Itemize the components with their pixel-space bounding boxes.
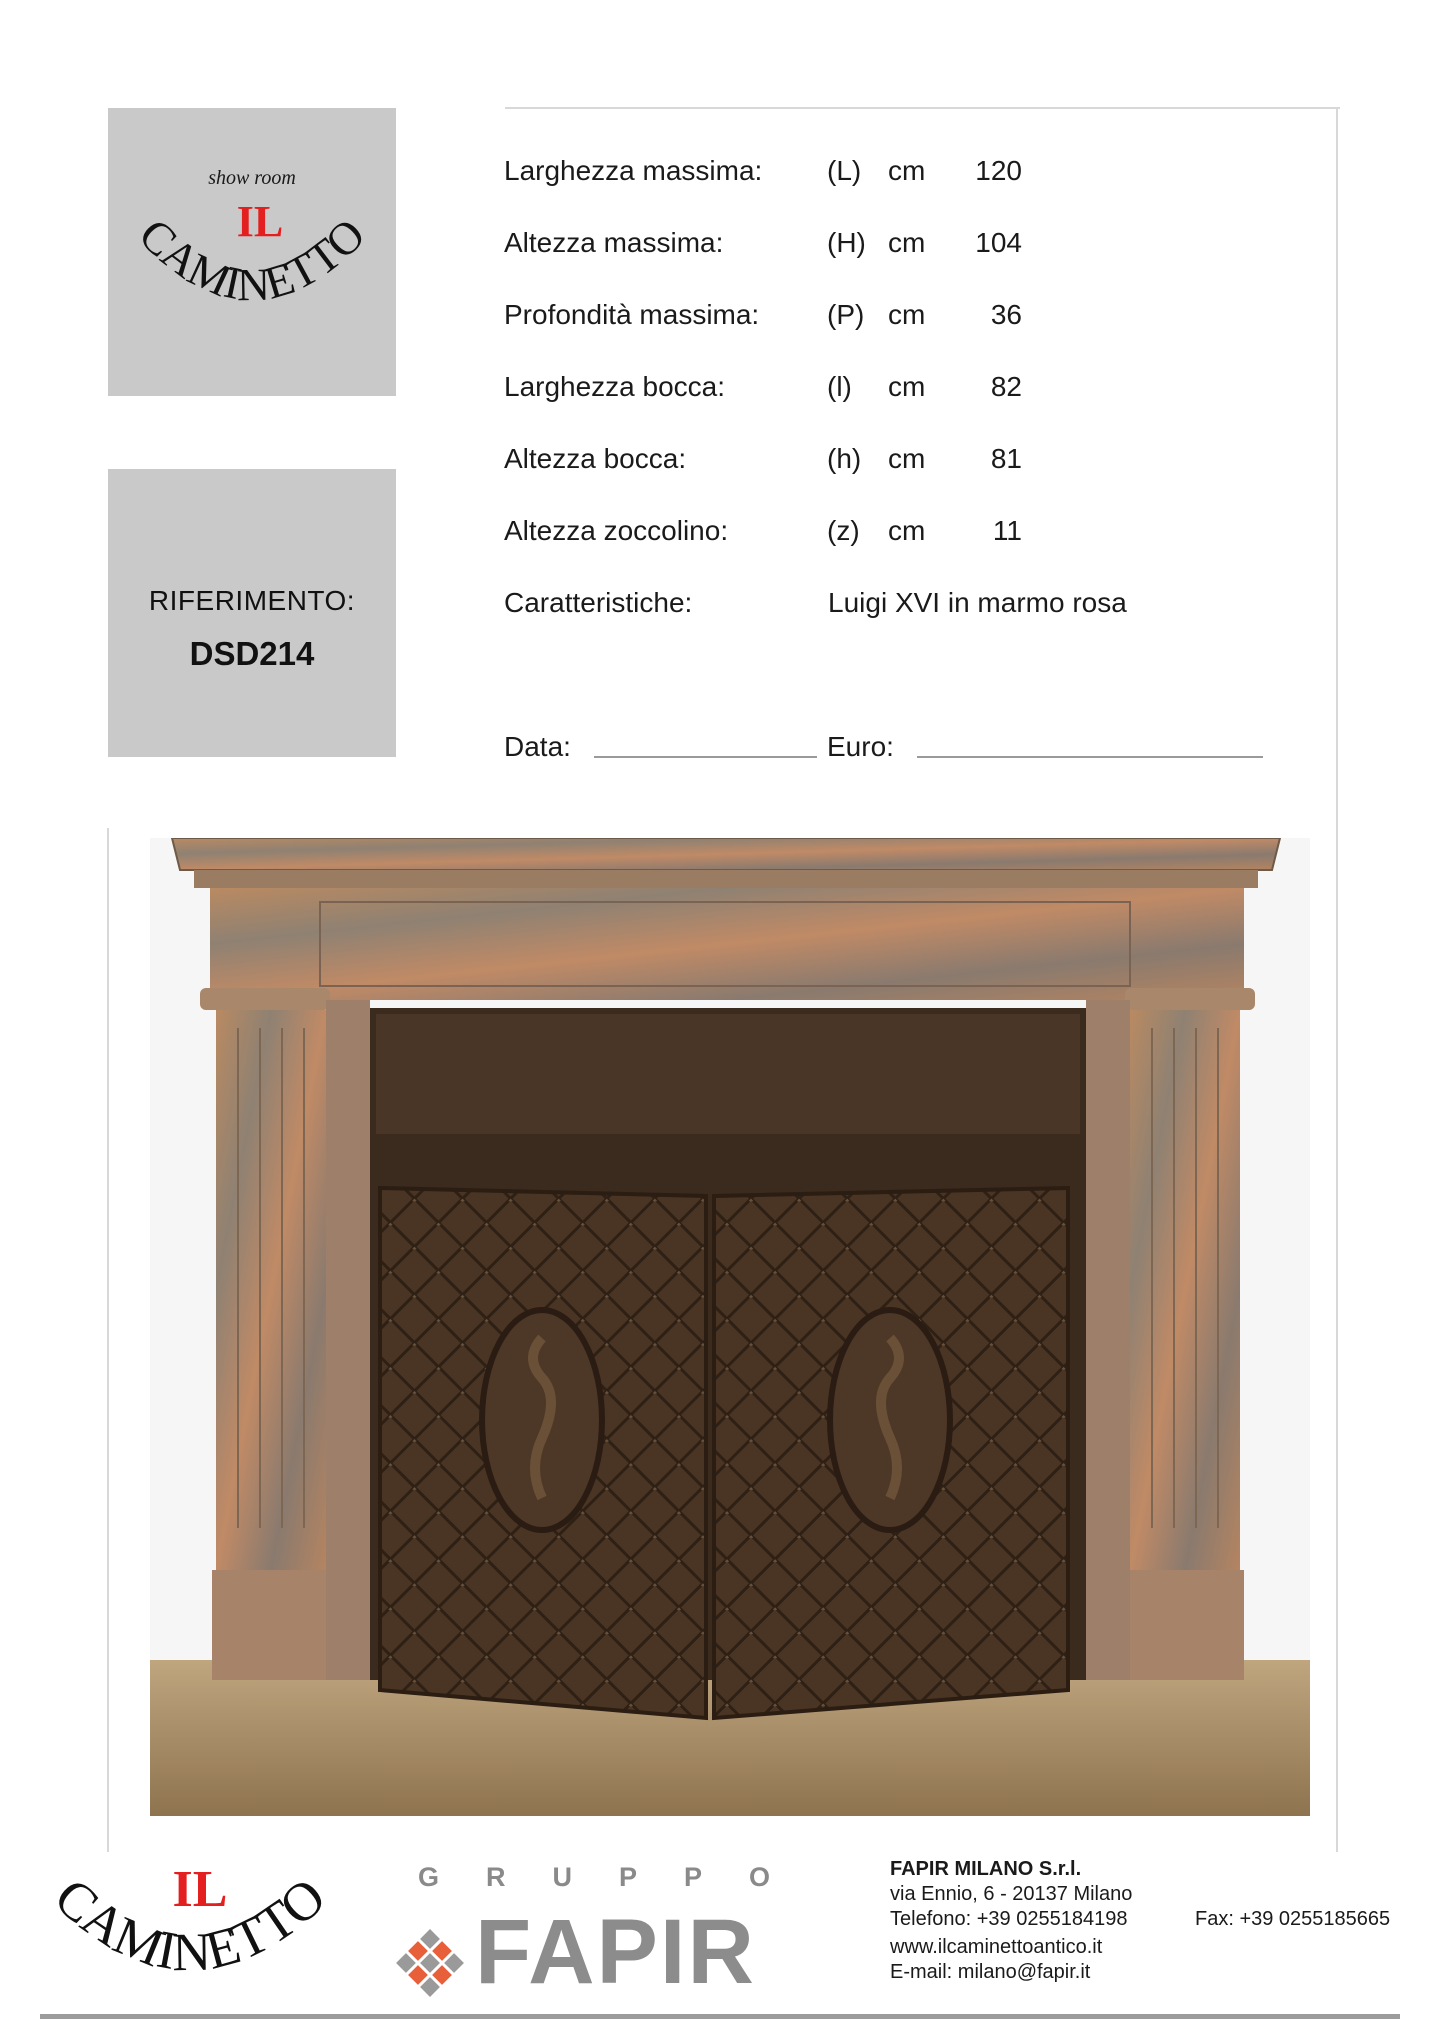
- spec-unit: cm: [888, 515, 926, 546]
- fapir-diamond-icon: [385, 1918, 475, 2008]
- right-inner-jamb: [1086, 1000, 1130, 1680]
- company-address: via Ennio, 6 - 20137 Milano: [890, 1883, 1133, 1905]
- logo-il-text: IL: [236, 197, 284, 246]
- date-label: Data:: [504, 731, 571, 762]
- company-phone: Telefono: +39 0255184198: [890, 1908, 1128, 1930]
- left-inner-jamb: [326, 1000, 370, 1680]
- spec-unit: cm: [888, 371, 926, 402]
- spec-code: (L): [827, 155, 862, 186]
- euro-field-line[interactable]: [917, 756, 1263, 758]
- company-fax: Fax: +39 0255185665: [1195, 1908, 1391, 1930]
- spec-unit: cm: [888, 299, 926, 330]
- right-plinth: [1126, 1570, 1244, 1680]
- spec-code: (P): [827, 299, 865, 330]
- spec-label: Profondità massima:: [504, 299, 760, 330]
- frame-top-rule: [505, 107, 1340, 109]
- left-plinth: [212, 1570, 330, 1680]
- show-room-text: show room: [208, 167, 296, 189]
- fireback: [376, 1014, 1080, 1134]
- spec-label: Larghezza massima:: [504, 155, 763, 186]
- left-pilaster: [216, 1010, 326, 1570]
- spec-unit: cm: [888, 155, 926, 186]
- euro-label: Euro:: [827, 731, 894, 762]
- right-capital: [1125, 988, 1255, 1010]
- mantel-molding: [194, 870, 1258, 888]
- spec-code: (l): [827, 371, 852, 402]
- bottom-rule: [40, 2014, 1400, 2019]
- frieze: [210, 888, 1244, 1000]
- spec-unit: cm: [888, 443, 926, 474]
- features-label: Caratteristiche:: [504, 587, 693, 618]
- right-pilaster: [1130, 1010, 1240, 1570]
- company-name: FAPIR MILANO S.r.l.: [890, 1858, 1082, 1880]
- left-capital: [200, 988, 330, 1010]
- reference-code: DSD214: [189, 635, 315, 672]
- spec-value: 36: [990, 299, 1022, 330]
- spec-unit: cm: [888, 227, 926, 258]
- company-email[interactable]: E-mail: milano@fapir.it: [890, 1961, 1091, 1983]
- spec-code: (H): [827, 227, 866, 258]
- spec-value: 120: [975, 155, 1022, 186]
- frame-left-rule: [107, 828, 109, 1852]
- footer-logo-il-text: IL: [172, 1861, 228, 1918]
- spec-value: 82: [990, 371, 1022, 402]
- reference-label: RIFERIMENTO:: [148, 585, 356, 616]
- frame-right-rule: [1336, 107, 1338, 1852]
- date-field-line[interactable]: [594, 756, 817, 758]
- spec-value: 11: [992, 515, 1022, 546]
- features-value: Luigi XVI in marmo rosa: [828, 587, 1127, 618]
- showroom-logo-box: [108, 108, 396, 396]
- spec-value: 81: [990, 443, 1022, 474]
- fireplace-photo: [150, 838, 1310, 1816]
- logo-caminetto-text: CAMINETTO: [129, 208, 375, 311]
- company-website[interactable]: www.ilcaminettoantico.it: [890, 1936, 1103, 1958]
- spec-label: Altezza massima:: [504, 227, 724, 258]
- gruppo-text: GRUPPO: [418, 1862, 818, 1892]
- spec-label: Altezza bocca:: [504, 443, 687, 474]
- spec-value: 104: [975, 227, 1022, 258]
- spec-label: Altezza zoccolino:: [504, 515, 729, 546]
- fapir-wordmark: FAPIR: [475, 1901, 756, 2003]
- il-caminetto-logo: [108, 108, 396, 396]
- spec-label: Larghezza bocca:: [504, 371, 726, 402]
- reference-box: [108, 469, 396, 757]
- spec-code: (h): [827, 443, 862, 474]
- footer-caminetto-logo: [30, 1850, 350, 2000]
- spec-code: (z): [827, 515, 860, 546]
- mantel-shelf: [172, 838, 1280, 870]
- footer-logo-caminetto-text: CAMINETTO: [43, 1866, 337, 1983]
